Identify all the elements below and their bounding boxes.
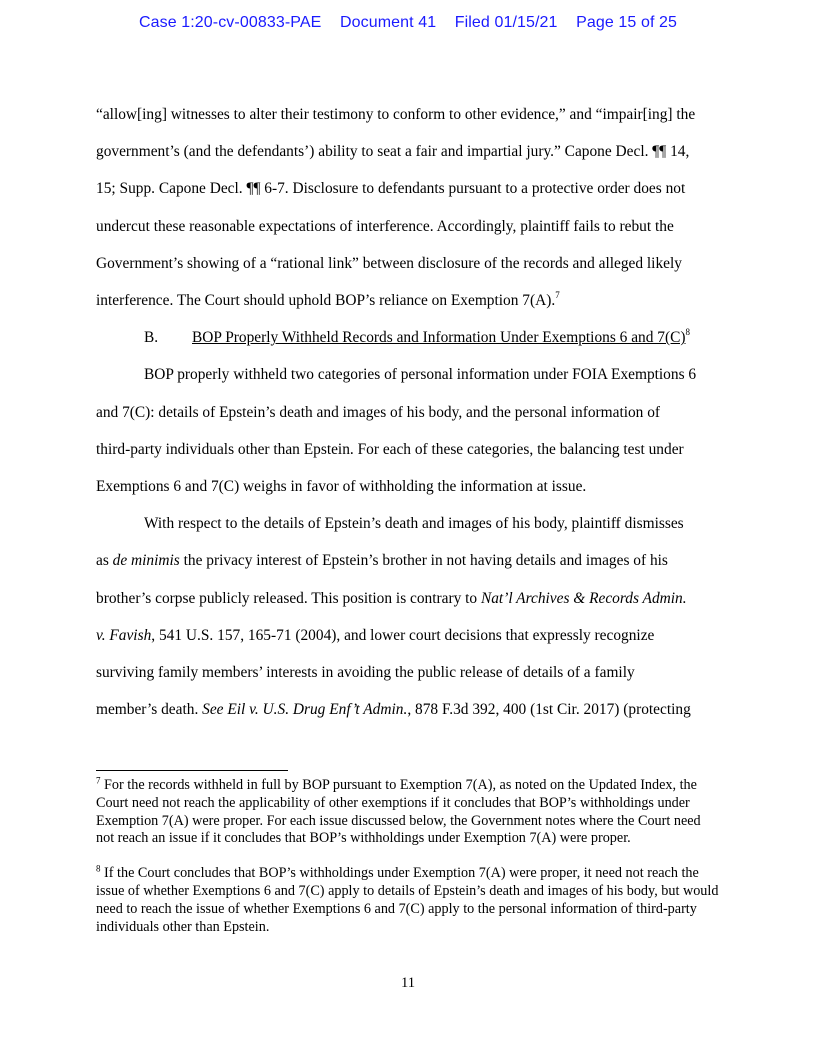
- body-text: [96, 96, 721, 728]
- text-segment: brother’s corpse publicly released. This position is contrary to: [96, 589, 481, 607]
- text-segment: , 541 U.S. 157, 165-71 (2004), and lower court decisions that expressly recognize: [151, 626, 655, 644]
- heading-letter: B.: [144, 329, 159, 347]
- paragraph-1: [96, 96, 721, 319]
- footnote-number: 8: [96, 863, 101, 874]
- text-line: [96, 542, 721, 579]
- case-header: [0, 14, 816, 32]
- case-citation: Nat’l Archives & Records Admin.: [480, 589, 687, 607]
- text-line: third-party individuals other than Epstein. For each of these categories, the balancing test under: [96, 440, 684, 458]
- text-line: With respect to the details of Epstein’s death and images of his body, plaintiff dismisses: [144, 515, 684, 533]
- section-heading: [96, 319, 721, 356]
- footnote-7: [96, 777, 721, 848]
- text-line: and 7(C): details of Epstein’s death and images of his body, and the personal information of: [96, 403, 661, 421]
- text-segment: member’s death.: [96, 701, 203, 719]
- footnote-ref-8[interactable]: 8: [685, 327, 691, 338]
- page-number: 11: [400, 975, 416, 991]
- footnote-number: 7: [96, 775, 101, 786]
- text-line: BOP properly withheld two categories of personal information under FOIA Exemptions 6: [144, 366, 697, 384]
- footnote-ref-7[interactable]: 7: [555, 289, 560, 300]
- case-citation: See Eil v. U.S. Drug Enf’t Admin.: [202, 701, 408, 719]
- text-line: Exemptions 6 and 7(C) weighs in favor of withholding the information at issue.: [96, 478, 587, 496]
- text-segment: the privacy interest of Epstein’s brother in not having details and images of his: [179, 552, 668, 570]
- text-line: undercut these reasonable expectations of interference. Accordingly, plaintiff fails to rebut the: [96, 217, 674, 235]
- footnote-text: For the records withheld in full by BOP pursuant to Exemption 7(A), as noted on the Updated Index, the Court need not reach the applicability of other exemptions if it concludes that BOP’s withholdings under Exemption 7(A) were proper. For each issue discussed below, the Government notes where the Court need not reach an issue if it concludes that BOP’s withholdings under Exemption 7(A) were proper.: [96, 777, 701, 847]
- text-line: 15; Supp. Capone Decl. ¶¶ 6-7. Disclosure to defendants pursuant to a protective order does not: [96, 180, 686, 198]
- text-segment: as: [96, 552, 113, 570]
- text-line: [96, 691, 721, 728]
- case-citation: v. Favish: [96, 626, 152, 644]
- footnote-separator: [96, 770, 288, 771]
- paragraph-2: [96, 356, 721, 505]
- italic-term: de minimis: [112, 552, 180, 570]
- paragraph-3: [96, 505, 721, 728]
- filed-date: Filed 01/15/21: [454, 14, 558, 31]
- document-number: Document 41: [339, 14, 437, 31]
- heading-text: BOP Properly Withheld Records and Information Under Exemptions 6 and 7(C): [192, 329, 686, 347]
- footnote-8: [96, 865, 721, 936]
- page-count: Page 15 of 25: [576, 14, 678, 31]
- case-number: Case 1:20-cv-00833-PAE: [138, 14, 322, 31]
- text-line: [96, 580, 721, 617]
- footnotes: [96, 777, 721, 953]
- text-line: [96, 617, 721, 654]
- text-line: [96, 282, 721, 319]
- text-segment: , 878 F.3d 392, 400 (1st Cir. 2017) (protecting: [407, 701, 691, 719]
- heading-line: [96, 319, 721, 356]
- text-line: Government’s showing of a “rational link” between disclosure of the records and alleged likely: [96, 254, 682, 272]
- text-line: surviving family members’ interests in avoiding the public release of details of a family: [96, 664, 635, 682]
- text-segment: interference. The Court should uphold BOP’s reliance on Exemption 7(A).: [96, 292, 556, 310]
- footnote-text: If the Court concludes that BOP’s withholdings under Exemption 7(A) were proper, it need not reach the issue of whether Exemptions 6 and 7(C) apply to details of Epstein’s death and images of his body, but would need to reach the issue of whether Exemptions 6 and 7(C) apply to the personal information of third-party individuals other than Epstein.: [96, 865, 719, 935]
- text-line: “allow[ing] witnesses to alter their testimony to conform to other evidence,” and “impair[ing] the: [96, 106, 696, 123]
- text-line: government’s (and the defendants’) ability to seat a fair and impartial jury.” Capone Decl. ¶¶ 14,: [96, 143, 690, 161]
